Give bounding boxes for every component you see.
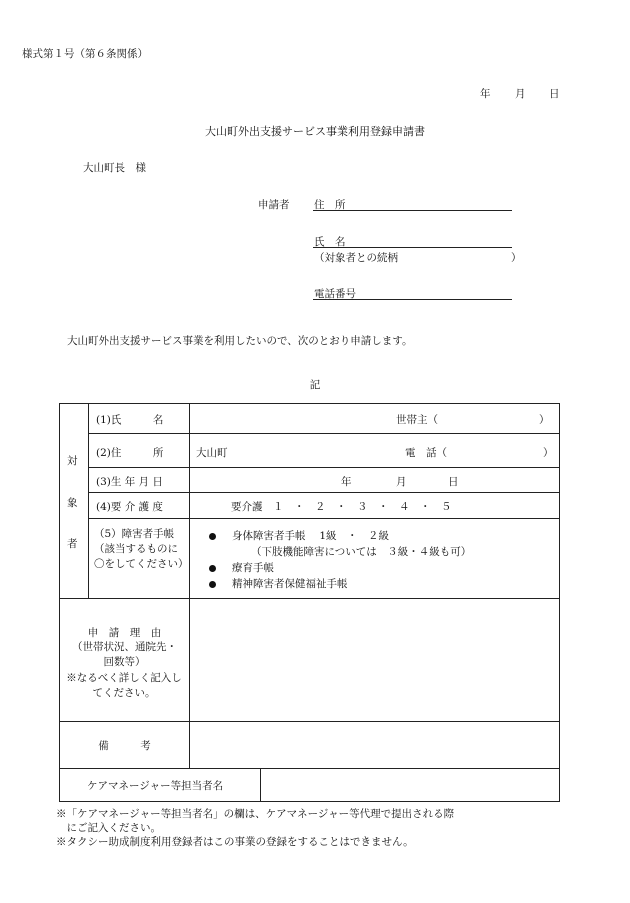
target-phone-label: 電 話（ (405, 447, 447, 459)
care-manager-input-cell[interactable] (261, 769, 559, 801)
birth-month: 月 (396, 476, 407, 488)
application-form-table (59, 403, 560, 802)
reason-input-cell[interactable] (190, 599, 559, 721)
footnote-1-continued: にご記入ください。 (56, 822, 161, 834)
name-input-cell[interactable] (190, 404, 559, 433)
target-char-1: 対 (67, 455, 78, 467)
town-prefix: 大山町 (196, 447, 228, 459)
applicant-address-label: 住 所 (314, 199, 346, 211)
bullet-icon (209, 581, 216, 588)
table-border-bottom (59, 801, 560, 802)
reason-subtitle: （世帯状況、通院先・回数等） (72, 641, 177, 668)
table-border-left (59, 403, 60, 802)
handbook-option-mental[interactable]: 精神障害者保健福祉手帳 (209, 576, 471, 592)
applicant-label: 申請者 (258, 199, 290, 211)
care-level-options[interactable]: 要介護 １ ・ ２ ・ ３ ・ ４ ・ ５ (231, 501, 452, 513)
date-day: 日 (549, 88, 560, 100)
birth-year: 年 (341, 476, 352, 488)
care-level-label: (4)要 介 護 度 (96, 501, 163, 513)
name-label: (1)氏 名 (96, 414, 164, 426)
birth-day: 日 (448, 476, 459, 488)
remarks-input-cell[interactable] (190, 722, 559, 768)
care-manager-label: ケアマネージャー等担当者名 (87, 780, 224, 792)
name-field-line[interactable] (313, 247, 512, 248)
remarks-label: 備 考 (98, 740, 151, 752)
table-border-right (559, 403, 560, 802)
household-head-close: ） (539, 414, 550, 426)
intro-text: 大山町外出支援サービス事業を利用したいので、次のとおり申請します。 (67, 335, 413, 347)
phone-field-line[interactable] (313, 299, 512, 300)
ki-heading: 記 (309, 379, 321, 391)
relation-close: ） (511, 252, 522, 264)
address-input-cell[interactable] (190, 434, 559, 467)
addressee: 大山町長 様 (83, 162, 146, 174)
disability-handbook-options (209, 528, 471, 592)
birthdate-input-cell[interactable] (190, 468, 559, 492)
handbook-option-physical[interactable]: 身体障害者手帳 1級 ・ ２級 (209, 528, 471, 544)
reason-note: ※なるべく詳しく記入してください。 (66, 672, 182, 699)
handbook-note: （下肢機能障害については ３級・４級も可） (251, 546, 472, 558)
household-head-label: 世帯主（ (396, 414, 438, 426)
date-month: 月 (515, 88, 526, 100)
birthdate-label: (3)生 年 月 日 (96, 476, 163, 488)
handbook-option-rehabilitation[interactable]: 療育手帳 (209, 560, 471, 576)
applicant-name-label: 氏 名 (314, 236, 346, 248)
date-year: 年 (480, 88, 491, 100)
bullet-icon (209, 533, 216, 540)
reason-title: 申 請 理 由 (87, 627, 162, 639)
disability-handbook-label: （5）障害者手帳（該当するものに〇をしてください） (94, 528, 189, 570)
row-divider-3 (88, 492, 560, 493)
bullet-icon (209, 565, 216, 572)
footnote-1: ※「ケアマネージャー等担当者名」の欄は、ケアマネージャー等代理で提出される際 (56, 808, 455, 820)
row-divider-4 (88, 518, 560, 519)
target-char-2: 象 (67, 497, 78, 509)
form-number: 様式第１号（第６条関係） (22, 48, 148, 60)
document-title: 大山町外出支援サービス事業利用登録申請書 (205, 125, 425, 138)
applicant-phone-label: 電話番号 (314, 288, 356, 300)
footnote-2: ※タクシー助成制度利用登録者はこの事業の登録をすることはできません。 (56, 836, 414, 848)
address-field-line[interactable] (313, 210, 512, 211)
target-phone-close: ） (543, 447, 554, 459)
address-label: (2)住 所 (96, 447, 164, 459)
target-char-3: 者 (67, 538, 78, 550)
relation-label: （対象者との続柄 (314, 252, 398, 264)
